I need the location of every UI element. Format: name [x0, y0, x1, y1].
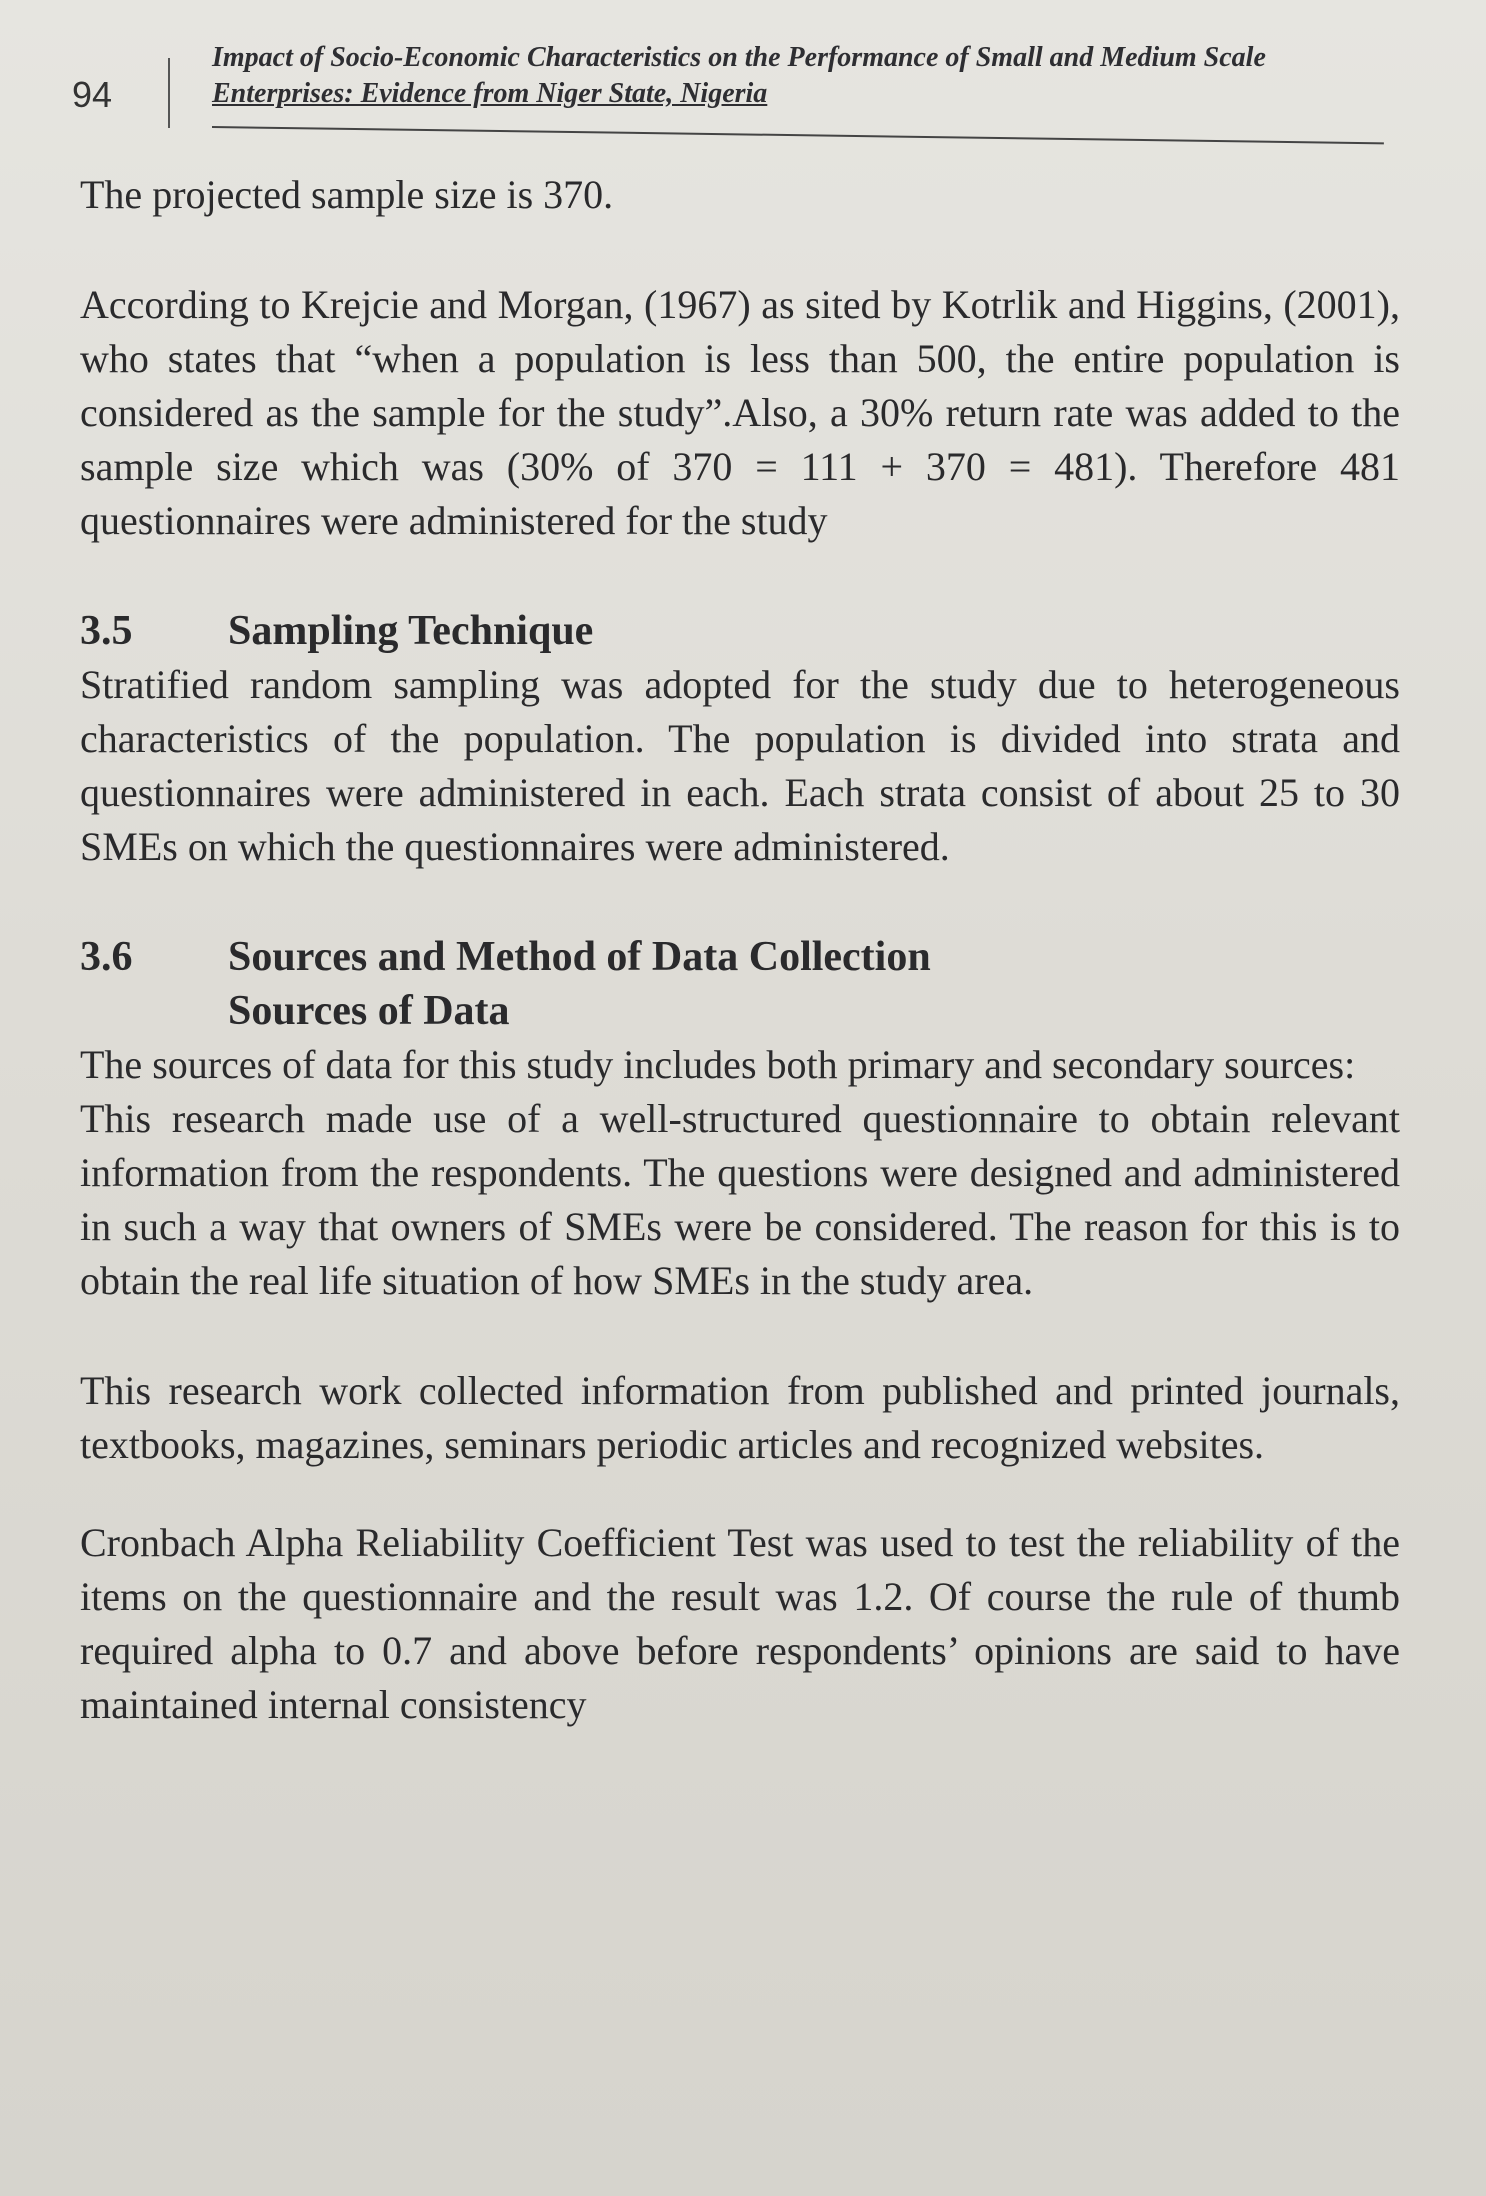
running-title-line-2: Enterprises: Evidence from Niger State, Nigeria — [212, 78, 768, 109]
page-content — [80, 168, 1400, 1782]
sample-size-paragraph: According to Krejcie and Morgan, (1967) as sited by Kotrlik and Higgins, (2001), who states that “when a population is less than 500, the entire population is considered as the sample for the study”.Also, a 30% return rate was added to the sample size which was (30% of 370 = 111 + 370 = 481). Therefore 481 questionnaires were administered for the study — [80, 282, 1400, 543]
section-number: 3.5 — [80, 608, 133, 654]
section-heading-3-6 — [80, 930, 1400, 984]
section-title: Sampling Technique — [228, 608, 594, 654]
section-heading-3-5 — [80, 604, 1400, 658]
running-title-line-1: Impact of Socio-Economic Characteristics on the Performance of Small and Medium Scale — [212, 42, 1266, 73]
primary-data-paragraph: This research made use of a well-structured questionnaire to obtain relevant information from the respondents. The questions were designed and administered in such a way that owners of SMEs were be considered. The reason for this is to obtain the real life situation of how SMEs in the study area. — [80, 1096, 1400, 1303]
projected-sample-text: The projected sample size is 370. — [80, 172, 614, 217]
section-number: 3.6 — [80, 934, 133, 980]
reliability-paragraph: Cronbach Alpha Reliability Coefficient Test was used to test the reliability of the items on the questionnaire and the result was 1.2. Of course the rule of thumb required alpha to 0.7 and above before respondents’ opinions are said to have maintained internal consistency — [80, 1520, 1400, 1727]
header-rule — [212, 126, 1384, 144]
secondary-data-paragraph: This research work collected information from published and printed journals, textbooks, magazines, seminars periodic articles and recognized websites. — [80, 1368, 1400, 1467]
section-title: Sources and Method of Data Collection — [228, 934, 931, 980]
sources-intro-paragraph: The sources of data for this study includes both primary and secondary sources: — [80, 1042, 1356, 1087]
running-head — [212, 40, 1392, 112]
page-number: 94 — [72, 74, 113, 115]
header-divider — [168, 58, 170, 128]
subsection-heading: Sources of Data — [228, 988, 510, 1034]
sampling-technique-paragraph: Stratified random sampling was adopted for the study due to heterogeneous characteristics of the population. The population is divided into strata and questionnaires were administered in each. Each strata consist of about 25 to 30 SMEs on which the questionnaires were administered. — [80, 662, 1400, 869]
